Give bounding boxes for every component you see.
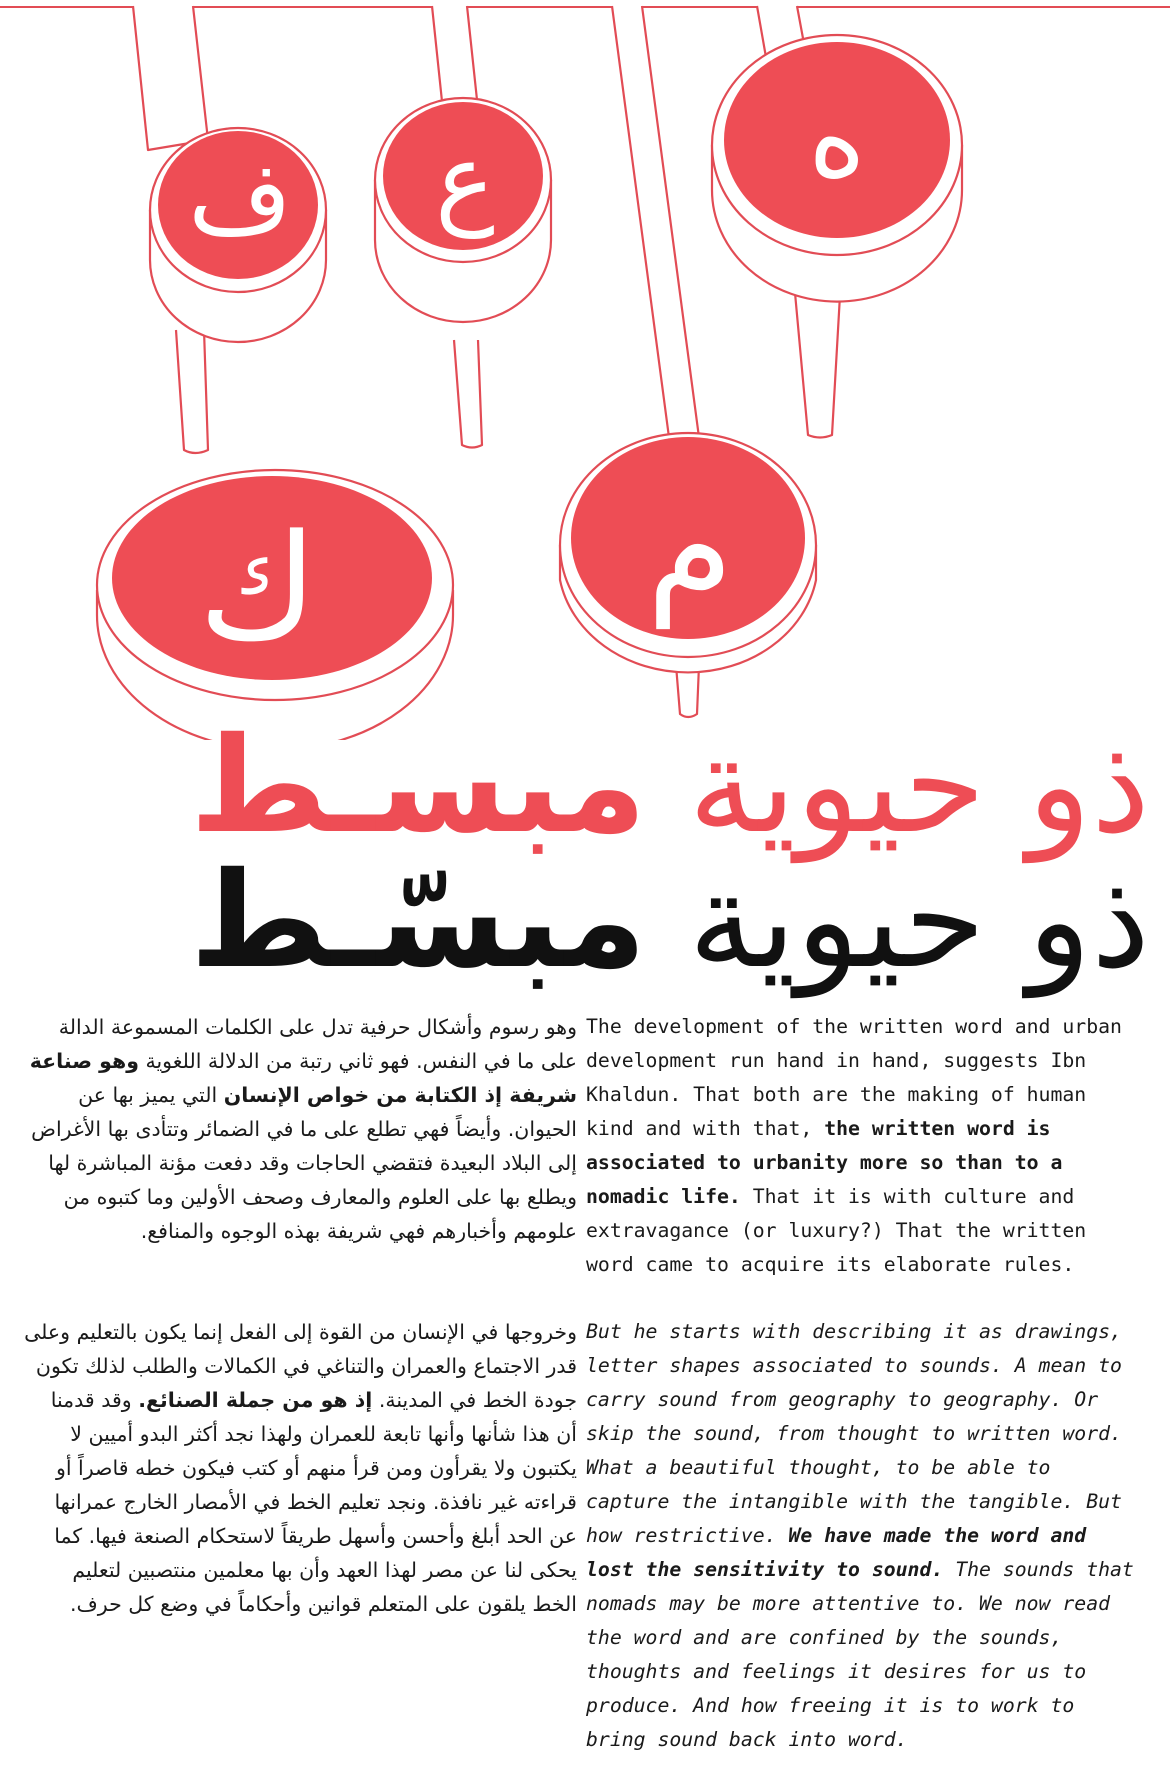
arabic-p2-text-b: وقد قدمنا أن هذا شأنها وأنها تابعة للعمران ولهذا نجد أكثر البدو أميين لا يكتبون ولا يقرأون ومن قرأ منهم أو كتب فيكون خطه قاصراً أو قراءته غير نافذة. ونجد تعليم الخط في الأمصار الخارج عمرانها عن الحد أبلغ وأحسن وأسهل طريقاً لاستحكام الصنعة فيها. كما يحكى لنا عن مصر لهذا العهد وأن بها معلمين منتصبين لتعليم الخط يلقون على المتعلم قوانين وأحكاماً في وضع كل حرف. (50, 1388, 577, 1616)
arabic-p1-text-b: التي يميز بها عن الحيوان. وأيضاً فهي تطلع على ما في الضمائر وتتأدى بها الأغراض إلى البلاد البعيدة فتقضي الحاجات وقد دفعت مؤنة المباشرة لها ويطلع بها على العلوم والمعارف وصحف الأولين وما كتبوه من علومهم وأخبارهم فهي شريفة بهذه الوجوه والمنافع. (31, 1083, 577, 1243)
arabic-p1-bold: وهو صناعة شريفة إذ الكتابة من خواص الإنسان (29, 1049, 577, 1107)
english-p2-text-a: But he starts with describing it as drawings, letter shapes associated to sounds. A mean to carry sound from geography to geography. Or skip the sound, from thought to written word. What a beautiful thought, to be able to capture the intangible with the tangible. But how restrictive. (586, 1320, 1122, 1547)
arabic-p1-text-a: وهو رسوم وأشكال حرفية تدل على الكلمات المسموعة الدالة على ما في النفس. فهو ثاني رتبة من الدلالة اللغوية (58, 1015, 577, 1073)
arabic-p2-bold: إذ هو من جملة الصنائع. (138, 1388, 373, 1412)
headline-red-light: ذو حيوية (688, 709, 1150, 863)
key-ha-letter: ه (808, 74, 866, 202)
headline-black (20, 844, 1150, 998)
english-paragraph-1 (586, 1010, 1142, 1282)
key-ain-letter: ع (435, 121, 495, 239)
headline-black-light: ذو حيوية (688, 844, 1150, 998)
headline-red-bold: مبسـط (190, 709, 647, 863)
headline-red (20, 709, 1150, 863)
arabic-p2-text-a: وخروجها في الإنسان من القوة إلى الفعل إنما يكون بالتعليم وعلى قدر الاجتماع والعمران والتناغي في الكمالات والطلب لذلك تكون جودة الخط في المدينة. (24, 1320, 577, 1412)
arabic-paragraph-2 (24, 1315, 577, 1621)
english-p1-bold: the written word is associated to urbanity more so than to a nomadic life. (586, 1117, 1063, 1208)
english-p2-text-b: The sounds that nomads may be more attentive to. We now read the word and are confined by the sounds, thoughts and feelings it desires for us to produce. And how freeing it is to work to bring sound back into word. (586, 1558, 1134, 1751)
english-paragraph-2 (586, 1315, 1142, 1757)
english-p1-text-b: That it is with culture and extravagance (or luxury?) That the written word came to acquire its elaborate rules. (586, 1185, 1087, 1276)
key-meem-letter: م (646, 466, 734, 630)
english-p1-text-a: The development of the written word and urban development run hand in hand, suggests Ibn Khaldun. That both are the making of human kind and with that, (586, 1015, 1122, 1140)
key-fa-letter: ف (188, 139, 292, 257)
key-lam-letter: ك (198, 503, 318, 673)
english-p2-bold: We have made the word and lost the sensitivity to sound. (586, 1524, 1087, 1581)
arabic-paragraph-1 (24, 1010, 577, 1248)
typewriter-keys-illustration (0, 0, 1170, 740)
headline-black-bold: مبسّـط (190, 844, 647, 998)
